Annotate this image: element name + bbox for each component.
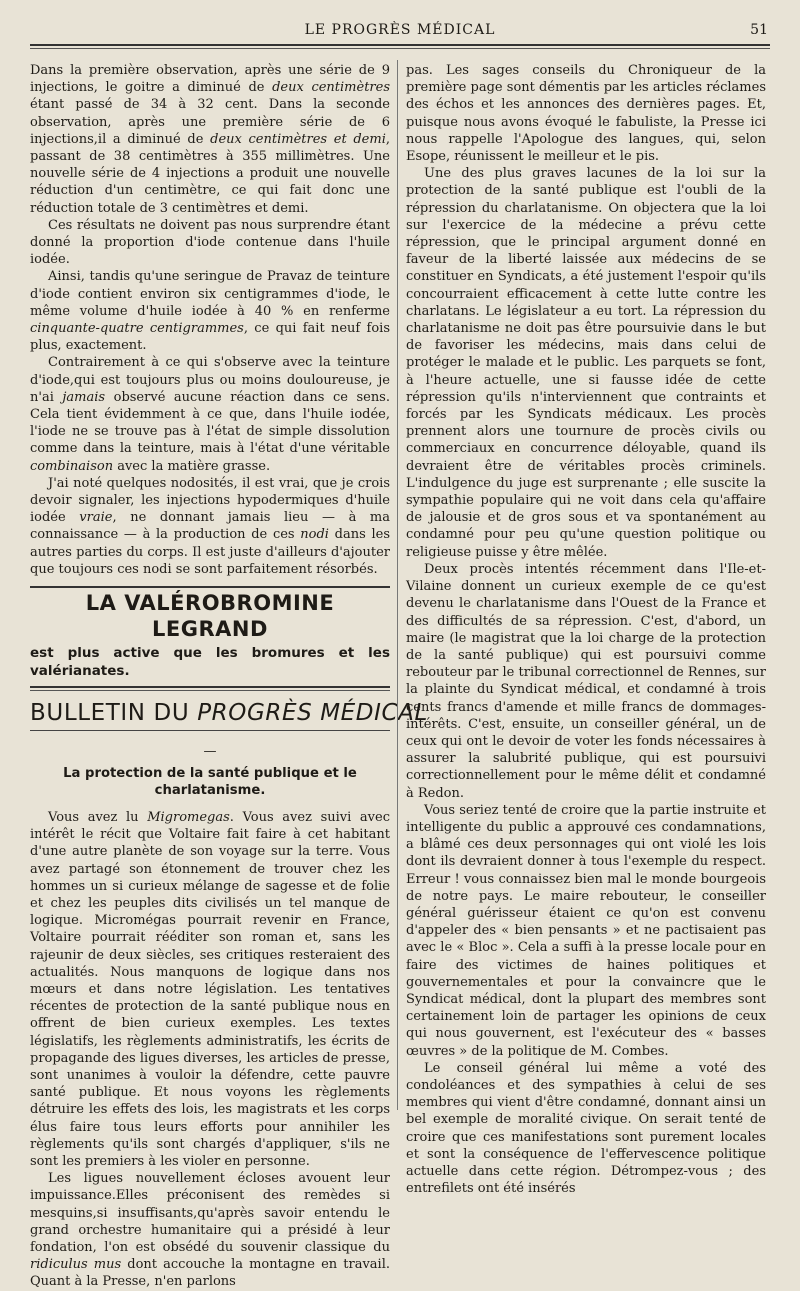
paragraph <box>30 475 390 578</box>
right-column-text <box>406 62 766 1197</box>
paragraph <box>30 354 390 474</box>
text-run: Le conseil général lui même a voté des condoléances et des sympathies à celui de ses membres qui vient d'être condamné, donnant ainsi un bel exemple de moralité civique. On serait tenté de croire que ces manifestations sont purement locales et sont la conséquence de l'effervescence politique actuelle dans cette région. Détrompez-vous ; des entrefilets ont été insérés <box>406 1060 766 1197</box>
text-run: avec la matière grasse. <box>113 458 271 474</box>
advert-bottom-rule <box>30 686 390 688</box>
advert-bottom-rule-thin <box>30 690 390 691</box>
italic-text: nodi <box>300 527 329 543</box>
text-run: , ce qui fait neuf fois plus, exactement. <box>30 321 390 354</box>
text-run: dont accouche la montagne en travail. Quant à la Presse, n'en parlons <box>30 1257 390 1290</box>
left-column-text <box>30 62 390 578</box>
text-run: pas. Les sages conseils du Chroniqueur de la première page sont démentis par les articles réclames des échos et les annonces des dernières pages. Et, puisque nous avons évoqué le fabuliste, la Presse ici nous rappelle l'Apologue des langues, qui, selon Esope, réunissent le meilleur et le pis. <box>406 63 766 165</box>
text-run: Ainsi, tandis qu'une seringue de Pravaz de teinture d'iode contient environ six centigrammes d'iode, le même volume d'huile iodée à 40 % en renferme <box>30 269 390 319</box>
italic-text: combinaison <box>30 458 114 474</box>
article-text <box>30 809 390 1291</box>
bulletin-heading-italic: PROGRÈS MÉDICAL <box>197 700 428 727</box>
italic-text: Migromegas <box>147 809 230 825</box>
text-run: Dans la première observation, après une série de 9 injections, le goitre a diminué de <box>30 63 390 96</box>
text-run: Deux procès intentés récemment dans l'Ile-et-Vilaine donnent un curieux exemple de ce qu'est devenu le charlatanisme dans l'Ouest de la France et des difficultés de sa répression. C'est, d'abord, un maire (le magistrat que la loi charge de la protection de la santé publique) qui est poursuivi comme rebouteur par le tribunal correctionnel de Rennes, sur la plainte du Syndicat médical, et condamné à trois cents francs d'amende et mille francs de dommages-intérêts. C'est, ensuite, un conseiller général, un de ceux qui ont le devoir de voter les fonds nécessaires à assurer la salubrité publique, qui est poursuivi correctionnellement pour le même délit et condamné à Redon. <box>406 561 766 801</box>
text-run: Une des plus graves lacunes de la loi sur la protection de la santé publique est l'oubli de la répression du charlatanisme. On objectera que la loi sur l'exercice de la médecine a prévu cette répression, que le principal argument donné en faveur de la liberté laissée aux médecins de se constituer en Syndicats, a été justement l'espoir qu'ils concourraient efficacement à cette lutte contre les charlatans. Le législateur a eu tort. La répression du charlatanisme ne doit pas être poursuivie dans le but de favoriser les médecins, mais dans celui de protéger le malade et le public. Les parquets se font, à l'heure actuelle, une si fausse idée de cette répression qu'ils n'interviennent que contraints et forcés par les Syndicats médicaux. Les procès prennent alors une tournure de procès civils ou commerciaux en concurrence déloyable, quand ils devraient être de véritables procès criminels. L'indulgence du juge est surprenante ; elle suscite la sympathie populaire qui ne voit dans cela qu'affaire de jalousie et de gros sous et va spontanément au condamné pour peu qu'une question politique ou religieuse puisse y être mêlée. <box>406 166 766 560</box>
text-run: , passant de 38 centimètres à 355 millimètres. Une nouvelle série de 4 injections a produit une nouvelle réduction d'un centimètre, ce qui fait donc une réduction totale de 3 centimètres et demi. <box>30 131 390 216</box>
text-run: J'ai noté quelques nodosités, il est vrai, que je crois devoir signaler, les injections hypodermiques d'huile iodée <box>30 475 390 526</box>
text-run: Contrairement à ce qui s'observe avec la teinture d'iode,qui est toujours plus ou moins douloureuse, je n'ai <box>30 355 390 405</box>
advert-top-rule <box>30 586 390 588</box>
italic-text: vraie <box>79 510 113 526</box>
article-title: La protection de la santé publique et le charlatanisme. <box>63 765 357 798</box>
bulletin-heading-plain: BULLETIN DU <box>30 700 198 727</box>
column-divider <box>397 60 398 1110</box>
italic-text: jamais <box>62 389 106 405</box>
text-run: Les ligues nouvellement écloses avouent leur impuissance.Elles préconisent des remèdes si mesquins,si insuffisants,qu'après savoir entendu le grand orchestre humanitaire qui a présidé à leur fondation, l'on est obsédé du souvenir classique du <box>30 1171 390 1255</box>
paragraph <box>30 62 390 217</box>
italic-text: deux centimètres et demi <box>210 131 386 147</box>
advert-subtitle: est plus active que les bromures et les valérianates. <box>30 645 390 680</box>
text-run: Ces résultats ne doivent pas nous surprendre étant donné la proportion d'iode contenue dans l'huile iodée. <box>30 217 390 268</box>
paragraph <box>30 1170 390 1290</box>
paragraph <box>30 809 390 1170</box>
bulletin-rule <box>30 730 390 731</box>
text-run: dans les autres parties du corps. Il est juste d'ailleurs d'ajouter que toujours ces nodi se sont parfaitement résorbés. <box>30 527 390 577</box>
paragraph <box>30 268 390 354</box>
page-number: 51 <box>750 22 768 38</box>
page-header <box>30 22 770 44</box>
section-dash: — <box>203 744 217 760</box>
text-run: observé aucune réaction dans ce sens. Cela tient évidemment à ce que, dans l'huile iodée, l'iode ne se trouve pas à l'état de simple dissolution comme dans la teinture, mais à l'état d'une véritable <box>30 389 390 457</box>
paragraph <box>406 62 766 165</box>
advert-title: LA VALÉROBROMINE LEGRAND <box>85 591 335 642</box>
header-rule <box>30 44 770 46</box>
paragraph <box>406 802 766 1060</box>
paragraph <box>406 561 766 802</box>
text-run: . Vous avez suivi avec intérêt le récit que Voltaire fait faire à cet habitant d'une autre planète de son voyage sur la terre. Vous avez partagé son étonnement de trouver chez les hommes un si curieux mélange de sagesse et de folie et chez les peuples dits civilisés un tel manque de logique. Micromégas pourrait revenir en France, Voltaire pourrait rééditer son roman et, sans les rajeunir de deux siècles, ses critiques resteraient des actualités. Nous manquons de logique dans nos mœurs et dans notre législation. Les tentatives récentes de protection de la santé publique nous en offrent de bien curieux exemples. Les textes législatifs, les règlements administratifs, les écrits de propagande des ligues diverses, les articles de presse, sont unanimes à vouloir la défendre, cette pauvre santé publique. Et nous voyons les règlements détruire les effets des lois, les magistrats et les corps élus faire tous leurs efforts pour annihiler les règlements qu'ils sont chargés d'appliquer, s'ils ne sont les premiers à les violer en personne. <box>30 809 390 1169</box>
italic-text: deux centimètres <box>272 80 391 96</box>
text-run: , ne donnant jamais lieu — à ma connaissance — à la production de ces <box>30 510 390 543</box>
text-run: Vous avez lu <box>48 809 148 825</box>
italic-text: ridiculus mus <box>30 1257 122 1273</box>
italic-text: cinquante-quatre centigrammes <box>30 321 244 337</box>
right-column <box>406 62 766 1197</box>
paragraph <box>406 165 766 561</box>
journal-title: LE PROGRÈS MÉDICAL <box>304 22 496 38</box>
header-rule-thin <box>30 48 770 49</box>
text-run: Vous seriez tenté de croire que la partie instruite et intelligente du public a approuvé ces condamnations, a blâmé ces deux personnages qui ont violé les lois dont ils devraient donner à tous l'exemple du respect. Erreur ! vous connaissez bien mal le monde bourgeois de notre pays. Le maire rebouteur, le conseiller général guérisseur étaient ce qu'on est convenu d'appeler des « bien pensants » et ne pactisaient pas avec le « Bloc ». Cela a suffi à la presse locale pour en faire des victimes de haines politiques et gouvernementales et pour la convaincre que le Syndicat médical, dont la plupart des membres sont certainement loin de partager les opinions de ceux qui nous gouvernent, est l'exécuteur des « basses œuvres » de la politique de M. Combes. <box>406 802 766 1059</box>
paragraph <box>30 217 390 269</box>
left-column <box>30 62 428 1291</box>
bulletin-heading <box>30 700 428 727</box>
text-run: étant passé de 34 à 32 cent. Dans la seconde observation, après une première série de 6 injections,il a diminué de <box>30 97 390 147</box>
